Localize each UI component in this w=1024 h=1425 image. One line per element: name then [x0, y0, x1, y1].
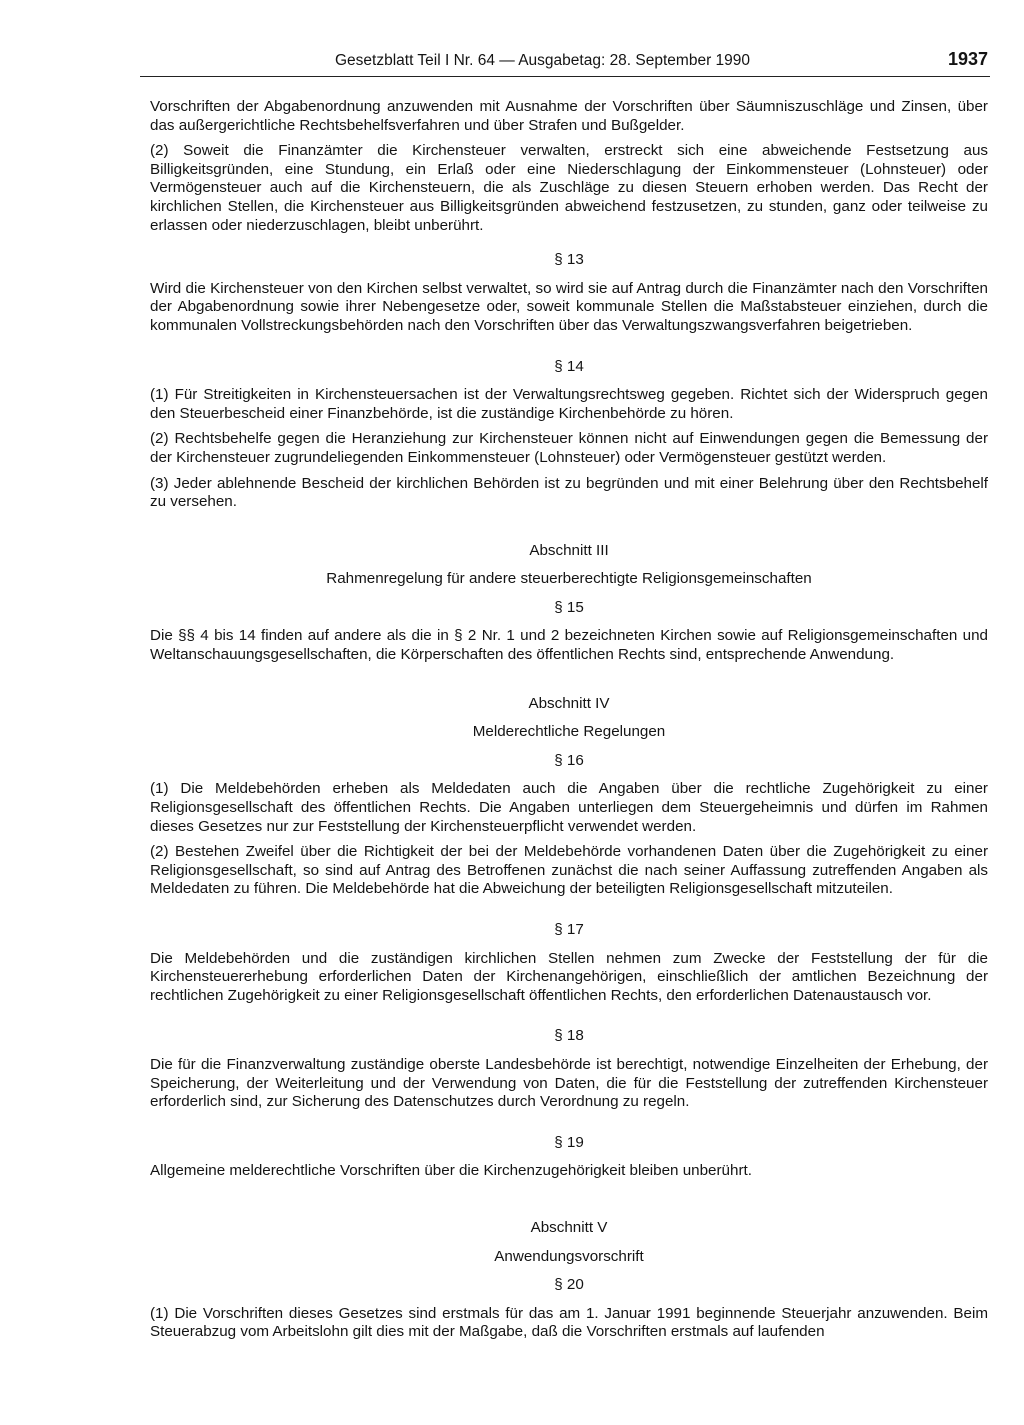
section-14-paragraph-3: (3) Jeder ablehnende Bescheid der kirchlichen Behörden ist zu begründen und mit einer Belehrung über den Rechtsbehelf zu versehen.	[150, 474, 988, 511]
section-16-paragraph-1: (1) Die Meldebehörden erheben als Meldedaten auch die Angaben über die rechtliche Zugehörigkeit zu einer Religionsgesellschaft des öffentlichen Rechts. Die Angaben unterliegen dem Steuergeheimnis und dürfen im Rahmen dieses Gesetzes nur zur Feststellung der Kirchensteuerpflicht verwendet werden.	[150, 780, 988, 835]
page-number: 1937	[947, 49, 988, 69]
abschnitt-4-heading: Abschnitt IV	[528, 694, 610, 712]
paragraph-12-2: (2) Soweit die Finanzämter die Kirchensteuer verwalten, erstreckt sich eine abweichende Festsetzung aus Billigkeitsgründen, eine Stundung, ein Erlaß oder eine Niederschlagung der Einkommensteuer (Lohnsteuer) oder Vermögensteuer auch auf die Kirchensteuern, die als Zuschläge zu diesen Steuern erhoben werden. Das Recht der kirchlichen Stellen, die Kirchensteuer aus Billigkeitsgründen abweichend festzusetzen, zu stunden, ganz oder teilweise zu erlassen oder niederzuschlagen, bleibt unberührt.	[150, 142, 988, 234]
section-19-heading: § 19	[554, 1133, 584, 1151]
section-14-paragraph-1: (1) Für Streitigkeiten in Kirchensteuersachen ist der Verwaltungsrechtsweg gegeben. Richtet sich der Widerspruch gegen den Steuerbescheid einer Finanzbehörde, ist die zuständige Kirchenbehörde zu hören.	[150, 386, 988, 422]
abschnitt-5-title: Anwendungsvorschrift	[494, 1247, 644, 1265]
section-17-heading: § 17	[554, 921, 584, 938]
abschnitt-4-title: Melderechtliche Regelungen	[472, 723, 666, 741]
paragraph-intro: Vorschriften der Abgabenordnung anzuwenden mit Ausnahme der Vorschriften über Säumniszuschläge und Zinsen, über das außergerichtliche Rechtsbehelfsverfahren und über Strafen und Bußgelder.	[150, 98, 988, 134]
section-16-heading: § 16	[554, 751, 584, 769]
section-15-heading: § 15	[554, 598, 584, 616]
section-20-text: (1) Die Vorschriften dieses Gesetzes sind erstmals für das am 1. Januar 1991 beginnende Steuerjahr anzuwenden. Beim Steuerabzug vom Arbeitslohn gilt dies mit der Maßgabe, daß die Vorschriften erstmals auf laufenden	[150, 1304, 988, 1341]
section-14-paragraph-2: (2) Rechtsbehelfe gegen die Heranziehung zur Kirchensteuer können nicht auf Einwendungen gegen die Bemessung der der Kirchensteuer zugrundeliegenden Einkommensteuer (Lohnsteuer) oder Vermögensteuer gestützt werden.	[150, 430, 988, 466]
section-18-heading: § 18	[554, 1027, 584, 1045]
abschnitt-3-heading: Abschnitt III	[529, 541, 609, 559]
section-19-text: Allgemeine melderechtliche Vorschriften über die Kirchenzugehörigkeit bleiben unberührt.	[150, 1162, 752, 1180]
section-13-text: Wird die Kirchensteuer von den Kirchen selbst verwaltet, so wird sie auf Antrag durch die Finanzämter nach den Vorschriften der Abgabenordnung sowie ihrer Nebengesetze oder, soweit kommunale Stellen die Maßstabsteuer einziehen, durch die kommunalen Vollstreckungsbehörden nach den Vorschriften über das Verwaltungszwangsverfahren beigetrieben.	[150, 279, 988, 334]
section-18-text: Die für die Finanzverwaltung zuständige oberste Landesbehörde ist berechtigt, notwendige Einzelheiten der Erhebung, der Speicherung, der Weiterleitung und der Verwendung von Daten, die für die Feststellung der zutreffenden Kirchensteuer erforderlich sind, zur Sicherung des Datenschutzes durch Verordnung zu regeln.	[150, 1055, 988, 1111]
section-14-heading: § 14	[554, 357, 584, 375]
page-header	[140, 50, 990, 77]
section-16-paragraph-2: (2) Bestehen Zweifel über die Richtigkeit der bei der Meldebehörde vorhandenen Daten über die Zugehörigkeit zu einer Religionsgesellschaft, so sind auf Antrag des Betroffenen zunächst die nach seiner Auffassung zutreffenden Angaben als Meldedaten zu führen. Die Meldebehörde hat die Abweichung der beteiligten Religionsgesellschaft mitzuteilen.	[150, 843, 988, 898]
section-13-heading: § 13	[554, 251, 584, 269]
header-title: Gesetzblatt Teil I Nr. 64 — Ausgabetag: 28. September 1990	[335, 52, 751, 69]
section-15-text: Die §§ 4 bis 14 finden auf andere als die in § 2 Nr. 1 und 2 bezeichneten Kirchen sowie auf Religionsgemeinschaften und Weltanschauungsgesellschaften, die Körperschaften des öffentlichen Rechts sind, entsprechende Anwendung.	[150, 627, 988, 664]
section-20-heading: § 20	[554, 1276, 584, 1294]
abschnitt-5-heading: Abschnitt V	[530, 1218, 608, 1236]
section-17-text: Die Meldebehörden und die zuständigen kirchlichen Stellen nehmen zum Zwecke der Feststellung der für die Kirchensteuererhebung erforderlichen Daten der Kirchenangehörigen, einschließlich der amtlichen Bezeichnung der rechtlichen Zugehörigkeit zu einer Religionsgesellschaft öffentlichen Rechts, den erforderlichen Datenaustausch vor.	[150, 949, 988, 1004]
document-body	[150, 98, 988, 1349]
abschnitt-3-title: Rahmenregelung für andere steuerberechtigte Religionsgemeinschaften	[326, 570, 812, 588]
